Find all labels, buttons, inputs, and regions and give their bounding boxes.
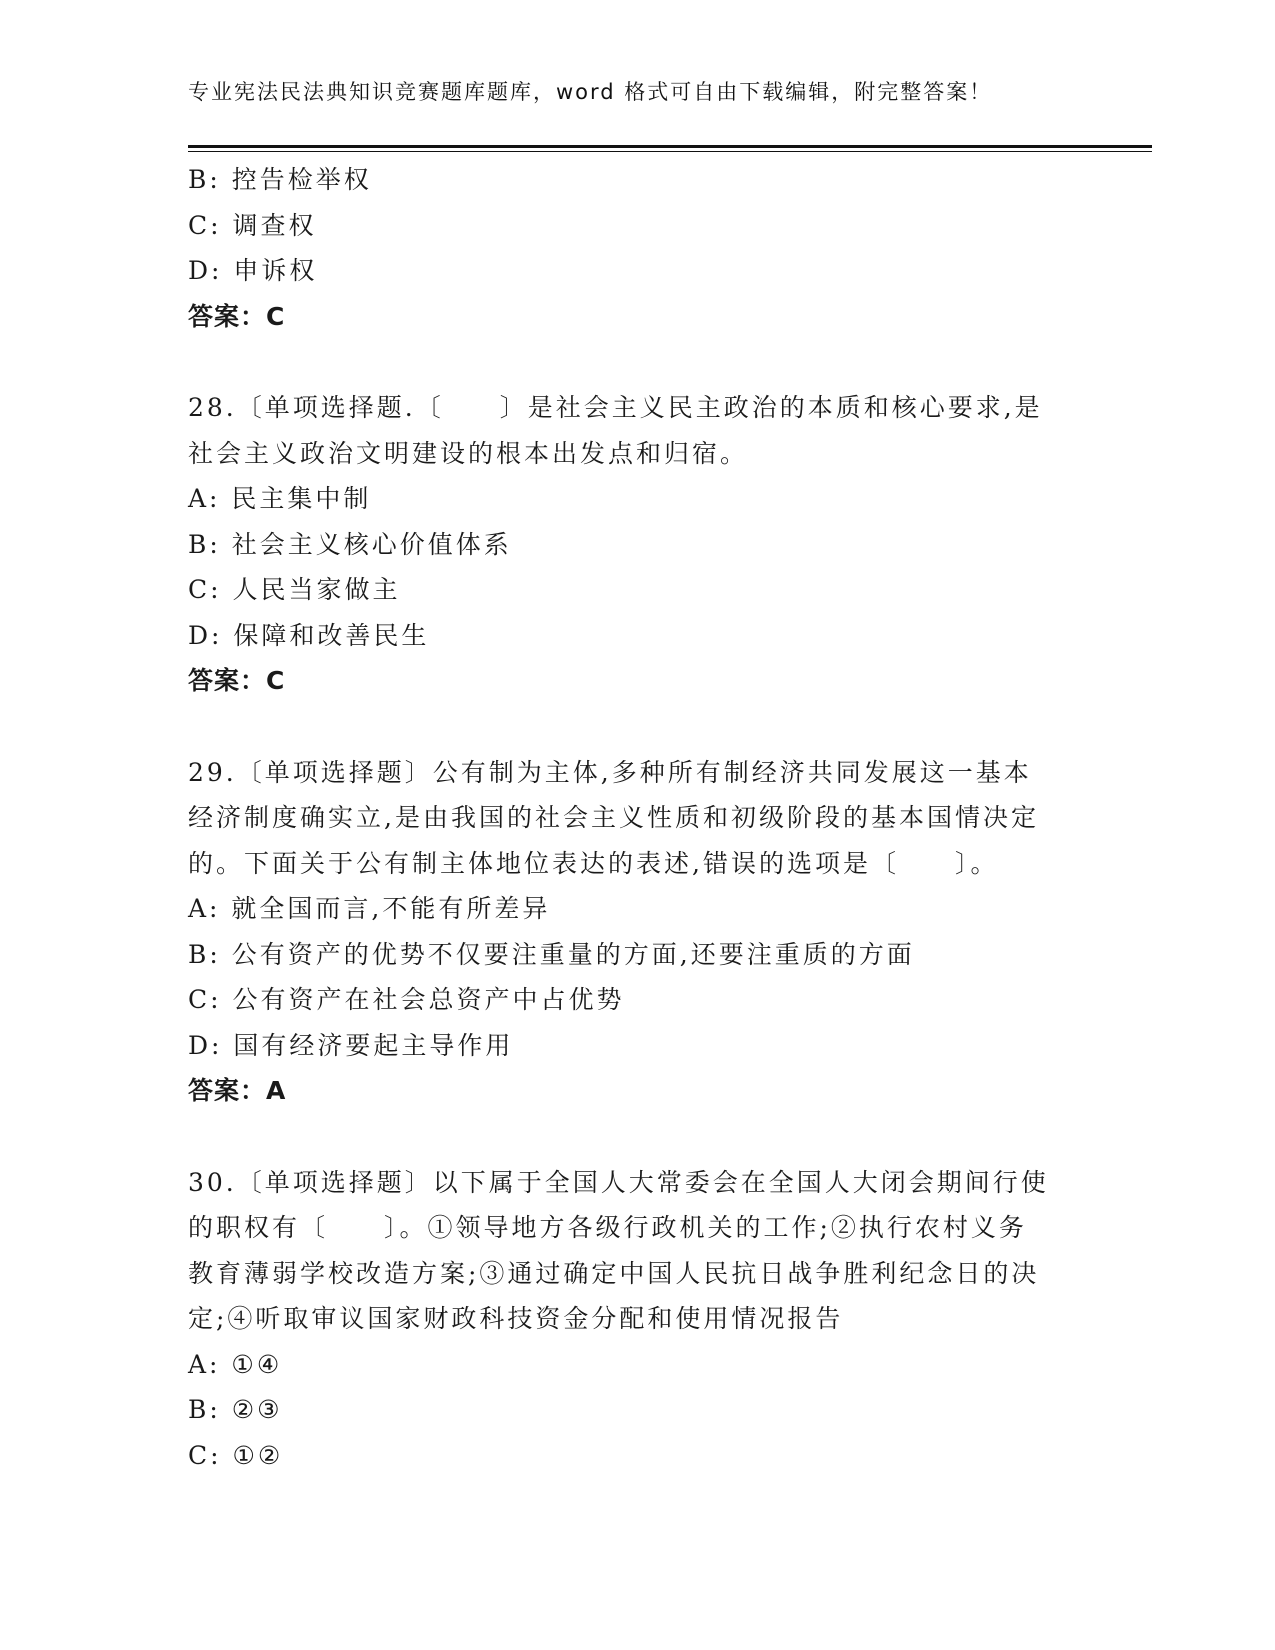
header-rule-thick bbox=[188, 145, 1152, 148]
block-spacer bbox=[188, 1114, 1088, 1160]
question-stem-line: 的。下面关于公有制主体地位表达的表述,错误的选项是〔 〕。 bbox=[188, 848, 999, 878]
page-header: 专业宪法民法典知识竞赛题库题库，word 格式可自由下载编辑，附完整答案！ bbox=[188, 80, 993, 104]
option-c: C: 人民当家做主 bbox=[188, 575, 401, 604]
answer-line: 答案：C bbox=[188, 666, 286, 695]
option-d: D: 保障和改善民生 bbox=[188, 620, 430, 650]
answer-line: 答案：A bbox=[188, 1076, 287, 1105]
block-spacer bbox=[188, 704, 1088, 750]
question-stem-line: 30.〔单项选择题〕以下属于全国人大常委会在全国人大闭会期间行使 bbox=[188, 1167, 1049, 1197]
question-stem-line: 定;④听取审议国家财政科技资金分配和使用情况报告 bbox=[188, 1304, 844, 1333]
block-spacer bbox=[188, 339, 1088, 385]
option-b: B: 控告检举权 bbox=[188, 165, 372, 194]
answer-line: 答案：C bbox=[188, 301, 286, 331]
question-stem-line: 29.〔单项选择题〕公有制为主体,多种所有制经济共同发展这一基本 bbox=[188, 757, 1032, 787]
option-c: C: ①② bbox=[188, 1440, 284, 1470]
question-stem-line: 教育薄弱学校改造方案;③通过确定中国人民抗日战争胜利纪念日的决 bbox=[188, 1258, 1040, 1288]
option-a: A: 就全国而言,不能有所差异 bbox=[188, 894, 551, 923]
option-b: B: 社会主义核心价值体系 bbox=[188, 529, 512, 559]
question-stem-line: 社会主义政治文明建设的根本出发点和归宿。 bbox=[188, 438, 749, 468]
question-block-27 bbox=[188, 157, 1088, 339]
option-d: D: 申诉权 bbox=[188, 256, 318, 285]
option-b: B: ②③ bbox=[188, 1395, 283, 1424]
option-c: C: 公有资产在社会总资产中占优势 bbox=[188, 985, 625, 1014]
question-stem-line: 的职权有〔 〕。①领导地方各级行政机关的工作;②执行农村义务 bbox=[188, 1213, 1027, 1242]
option-b: B: 公有资产的优势不仅要注重量的方面,还要注重质的方面 bbox=[188, 939, 915, 969]
option-a: A: 民主集中制 bbox=[188, 484, 372, 513]
question-block-28 bbox=[188, 385, 1088, 704]
question-block-29 bbox=[188, 750, 1088, 1114]
question-content bbox=[188, 157, 1088, 1478]
option-d: D: 国有经济要起主导作用 bbox=[188, 1030, 514, 1060]
question-stem-line: 28.〔单项选择题.〔 〕是社会主义民主政治的本质和核心要求,是 bbox=[188, 393, 1043, 422]
question-block-30 bbox=[188, 1160, 1088, 1479]
option-a: A: ①④ bbox=[188, 1349, 283, 1379]
option-c: C: 调查权 bbox=[188, 210, 317, 240]
question-stem-line: 经济制度确实立,是由我国的社会主义性质和初级阶段的基本国情决定 bbox=[188, 803, 1039, 832]
header-rule-thin bbox=[188, 151, 1152, 152]
